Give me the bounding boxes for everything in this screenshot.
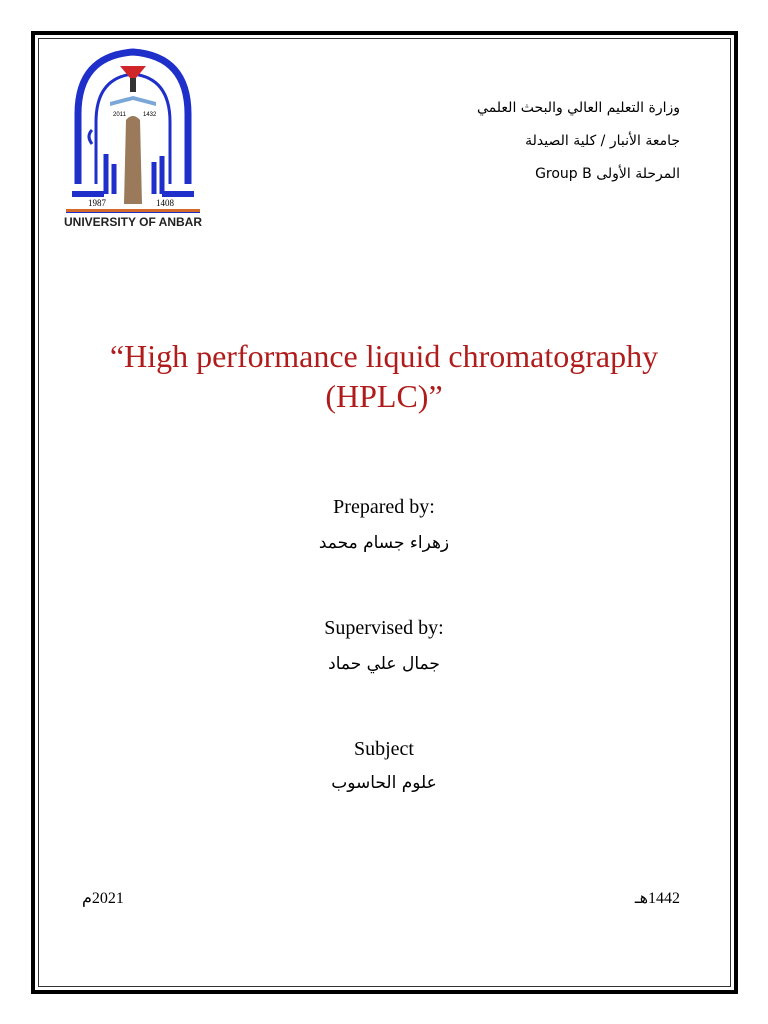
subject-name: علوم الحاسوب xyxy=(331,773,437,793)
prepared-by-label: Prepared by: xyxy=(333,496,435,518)
title-line-1: “High performance liquid chromatography xyxy=(109,338,659,374)
subject-section xyxy=(0,735,768,797)
document-title xyxy=(0,336,768,416)
supervised-by-section xyxy=(0,614,768,678)
prepared-by-section xyxy=(0,493,768,557)
stage-group-line: المرحلة الأولى Group B xyxy=(535,166,680,182)
svg-text:1987: 1987 xyxy=(88,198,106,208)
svg-text:1432: 1432 xyxy=(143,112,157,118)
title-line-2: (HPLC)” xyxy=(325,378,443,414)
university-college-line: جامعة الأنبار / كلية الصيدلة xyxy=(525,133,680,149)
subject-label: Subject xyxy=(354,738,414,760)
ministry-line: وزارة التعليم العالي والبحث العلمي xyxy=(477,100,680,116)
prepared-by-name: زهراء جسام محمد xyxy=(318,533,450,553)
institution-header xyxy=(477,92,680,191)
university-logo xyxy=(58,44,208,230)
gregorian-year: 2021م xyxy=(82,890,124,907)
supervised-by-name: جمال علي حماد xyxy=(328,654,440,674)
svg-text:2011: 2011 xyxy=(113,112,126,118)
supervised-by-label: Supervised by: xyxy=(324,617,444,639)
svg-text:1408: 1408 xyxy=(156,198,174,208)
svg-text:UNIVERSITY OF ANBAR: UNIVERSITY OF ANBAR xyxy=(63,215,203,229)
hijri-year: 1442هـ xyxy=(634,890,680,907)
